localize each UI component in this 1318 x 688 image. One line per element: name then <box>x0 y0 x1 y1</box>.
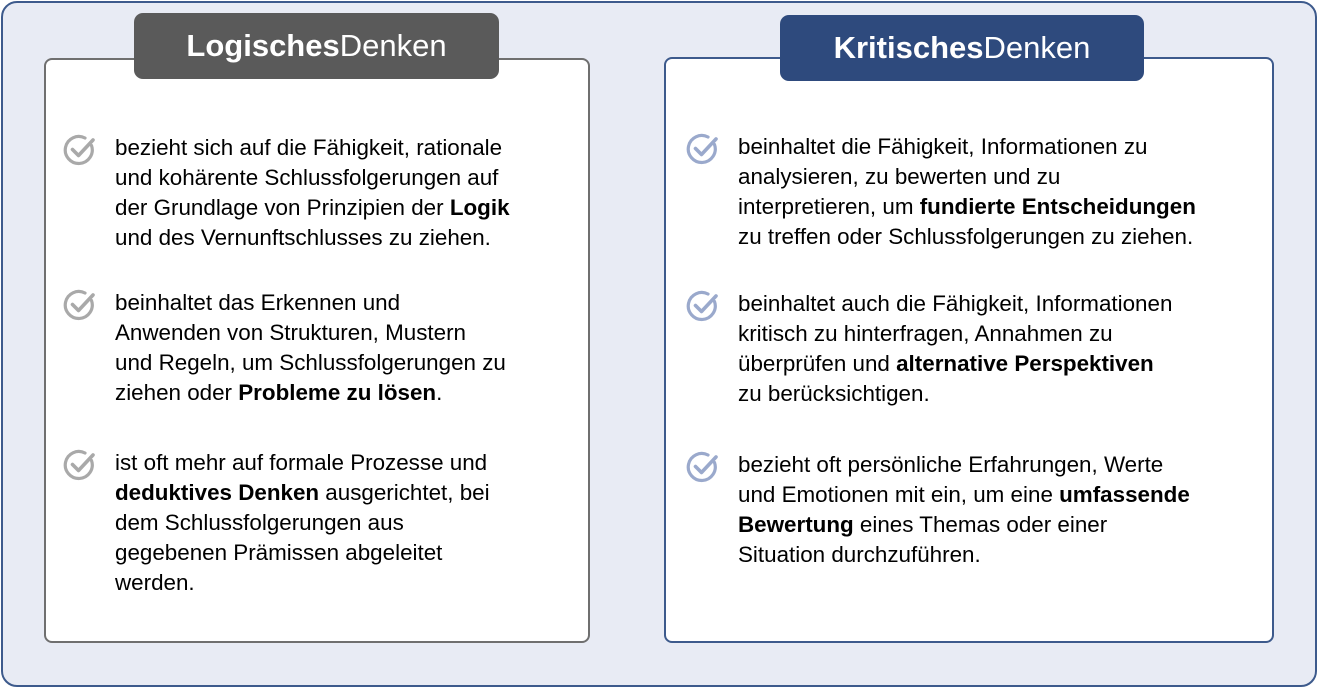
check-circle-icon <box>686 450 720 484</box>
item-text-segment: bezieht oft persönliche Erfahrungen, Werte <box>738 452 1164 477</box>
item-text-line <box>115 568 490 598</box>
item-text-line <box>738 510 1190 540</box>
item-text-line <box>115 133 510 163</box>
item-text-line <box>115 348 506 378</box>
item-text <box>115 288 506 408</box>
check-circle-icon <box>686 132 720 166</box>
item-text-line <box>738 379 1172 409</box>
item-text-line <box>738 222 1196 252</box>
logical-thinking-title-bold: Logisches <box>186 28 340 63</box>
item-text-line <box>115 223 510 253</box>
item-text-segment: interpretieren, um <box>738 194 920 219</box>
item-text-segment: bezieht sich auf die Fähigkeit, rationale <box>115 135 503 160</box>
item-text-line <box>115 318 506 348</box>
item-text-line <box>115 193 510 223</box>
item-text-segment: zu berücksichtigen. <box>738 381 930 406</box>
item-text-segment: gegebenen Prämissen abgeleitet <box>115 540 443 565</box>
item-text-segment: . <box>436 380 443 405</box>
item-text-emphasis: umfassende <box>1059 482 1190 507</box>
item-text-emphasis: deduktives Denken <box>115 480 320 505</box>
item-text-segment: Situation durchzuführen. <box>738 542 981 567</box>
item-text-line <box>738 289 1172 319</box>
item-text-segment: Anwenden von Strukturen, Mustern <box>115 320 466 345</box>
item-text-emphasis: Bewertung <box>738 512 854 537</box>
item-text <box>738 132 1196 252</box>
item-text-segment: beinhaltet auch die Fähigkeit, Informationen <box>738 291 1173 316</box>
item-text-segment: kritisch zu hinterfragen, Annahmen zu <box>738 321 1113 346</box>
item-text-segment: werden. <box>115 570 195 595</box>
check-circle-icon <box>686 289 720 323</box>
item-text-segment: ziehen oder <box>115 380 239 405</box>
check-circle-icon <box>63 288 97 322</box>
item-text-line <box>738 480 1190 510</box>
item-text-line <box>115 448 490 478</box>
item-text-segment: beinhaltet die Fähigkeit, Informationen zu <box>738 134 1148 159</box>
item-text-segment: und kohärente Schlussfolgerungen auf <box>115 165 499 190</box>
critical-thinking-title-bold: Kritisches <box>833 30 984 65</box>
item-text-segment: dem Schlussfolgerungen aus <box>115 510 404 535</box>
item-text-line <box>115 538 490 568</box>
item-text-line <box>115 288 506 318</box>
item-text-segment: und des Vernunftschlusses zu ziehen. <box>115 225 491 250</box>
item-text-line <box>738 319 1172 349</box>
item-text-emphasis: fundierte Entscheidungen <box>919 194 1196 219</box>
logical-thinking-title-rest: Denken <box>339 28 447 63</box>
item-text-line <box>115 163 510 193</box>
item-text <box>115 448 490 598</box>
item-text <box>115 133 510 253</box>
item-text <box>738 450 1190 570</box>
item-text <box>738 289 1172 409</box>
item-text-segment: analysieren, zu bewerten und zu <box>738 164 1061 189</box>
check-circle-icon <box>63 448 97 482</box>
item-text-segment: ist oft mehr auf formale Prozesse und <box>115 450 488 475</box>
item-text-emphasis: Logik <box>449 195 510 220</box>
check-circle-icon <box>63 133 97 167</box>
item-text-segment: überprüfen und <box>738 351 897 376</box>
critical-thinking-title <box>780 15 1144 81</box>
item-text-segment: der Grundlage von Prinzipien der <box>115 195 450 220</box>
item-text-line <box>738 450 1190 480</box>
item-text-segment: und Regeln, um Schlussfolgerungen zu <box>115 350 506 375</box>
item-text-line <box>738 349 1172 379</box>
item-text-line <box>738 540 1190 570</box>
item-text-line <box>115 508 490 538</box>
item-text-segment: zu treffen oder Schlussfolgerungen zu ziehen. <box>738 224 1194 249</box>
critical-thinking-title-rest: Denken <box>983 30 1091 65</box>
item-text-emphasis: alternative Perspektiven <box>896 351 1154 376</box>
item-text-line <box>738 192 1196 222</box>
item-text-segment: eines Themas oder einer <box>853 512 1108 537</box>
item-text-segment: ausgerichtet, bei <box>319 480 490 505</box>
item-text-line <box>115 478 490 508</box>
item-text-segment: und Emotionen mit ein, um eine <box>738 482 1060 507</box>
item-text-segment: beinhaltet das Erkennen und <box>115 290 401 315</box>
item-text-line <box>738 132 1196 162</box>
logical-thinking-title <box>134 13 499 79</box>
item-text-line <box>738 162 1196 192</box>
item-text-emphasis: Probleme zu lösen <box>238 380 437 405</box>
item-text-line <box>115 378 506 408</box>
